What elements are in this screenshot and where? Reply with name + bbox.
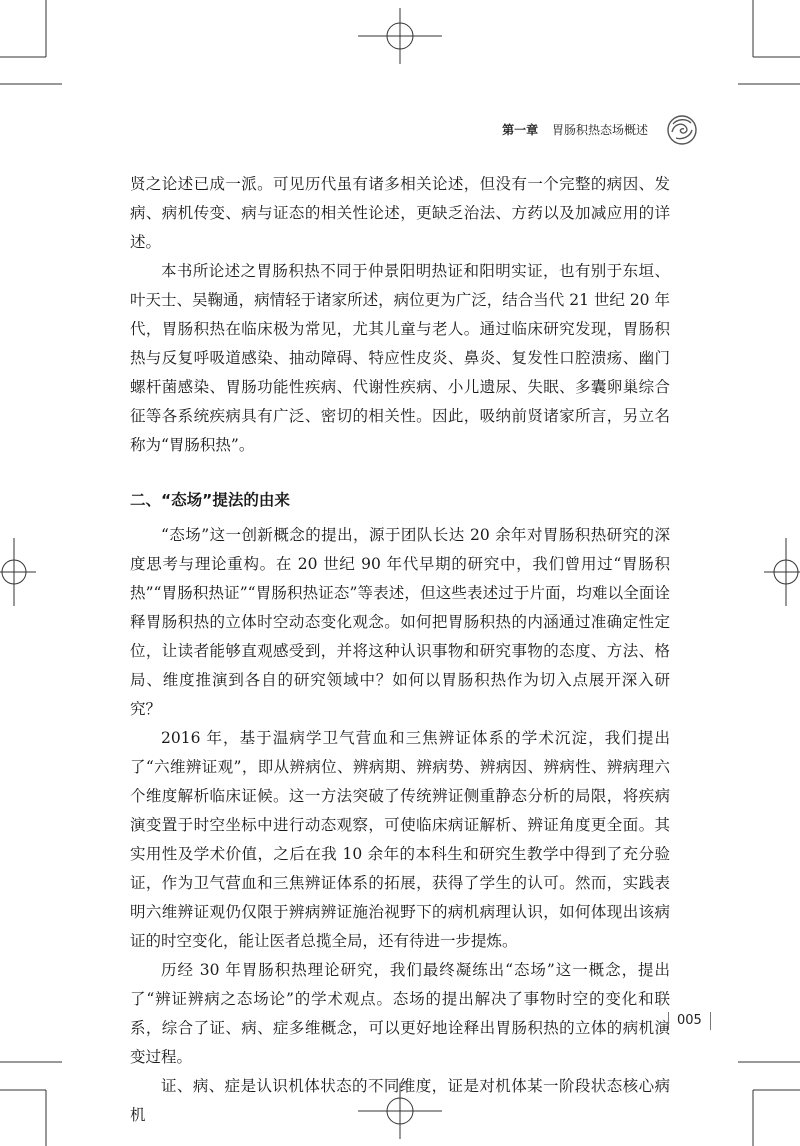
page-number: 005: [668, 1012, 711, 1030]
cloud-ornament-icon: [662, 110, 702, 150]
paragraph: 历经 30 年胃肠积热理论研究，我们最终凝练出“态场”这一概念，提出了“辨证辨病之态场论”的学术观点。态场的提出解决了事物时空的变化和联系，综合了证、病、症多维概念，可以更好地诠释出胃肠积热的立体的病机演变过程。: [130, 961, 670, 1066]
chapter-number: 第一章: [502, 123, 539, 137]
page-body: [130, 170, 670, 1130]
chapter-title: 胃肠积热态场概述: [551, 123, 648, 137]
section-heading: 二、“态场”提法的由来: [130, 491, 290, 509]
paragraph: “态场”这一创新概念的提出，源于团队长达 20 余年对胃肠积热研究的深度思考与理论重构。在 20 世纪 90 年代早期的研究中，我们曾用过“胃肠积热”“胃肠积热证”“胃肠积热证态”等表述，但这些表述过于片面，均难以全面诠释胃肠积热的立体时空动态变化观念。如何把胃肠积热的内涵通过准确定性定位，让读者能够直观感受到，并将这种认识事物和研究事物的态度、方法、格局、维度推演到各自的研究领域中？如何以胃肠积热作为切入点展开深入研究？: [130, 526, 670, 718]
paragraph: 2016 年，基于温病学卫气营血和三焦辨证体系的学术沉淀，我们提出了“六维辨证观”，即从辨病位、辨病期、辨病势、辨病因、辨病性、辨病理六个维度解析临床证候。这一方法突破了传统辨证侧重静态分析的局限，将疾病演变置于时空坐标中进行动态观察，可使临床病证解析、辨证角度更全面。其实用性及学术价值，之后在我 10 余年的本科生和研究生教学中得到了充分验证，作为卫气营血和三焦辨证体系的拓展，获得了学生的认可。然而，实践表明六维辨证观仍仅限于辨病辨证施治视野下的病机病理认识，如何体现出该病证的时空变化，能让医者总揽全局，还有待进一步提炼。: [130, 729, 670, 950]
paragraph: 证、病、症是认识机体状态的不同维度，证是对机体某一阶段状态核心病机: [130, 1077, 670, 1124]
paragraph-continuation: 贤之论述已成一派。可见历代虽有诸多相关论述，但没有一个完整的病因、发病、病机传变、病与证态的相关性论述，更缺乏治法、方药以及加减应用的详述。: [130, 175, 670, 251]
paragraph: 本书所论述之胃肠积热不同于仲景阳明热证和阳明实证，也有别于东垣、叶天士、吴鞠通，病情轻于诸家所述，病位更为广泛，结合当代 21 世纪 20 年代，胃肠积热在临床极为常见，尤其儿童与老人。通过临床研究发现，胃肠积热与反复呼吸道感染、抽动障碍、特应性皮炎、鼻炎、复发性口腔溃疡、幽门螺杆菌感染、胃肠功能性疾病、代谢性疾病、小儿遗尿、失眠、多囊卵巢综合征等各系统疾病具有广泛、密切的相关性。因此，吸纳前贤诸家所言，另立名称为“胃肠积热”。: [130, 262, 670, 454]
running-head: [502, 121, 648, 138]
